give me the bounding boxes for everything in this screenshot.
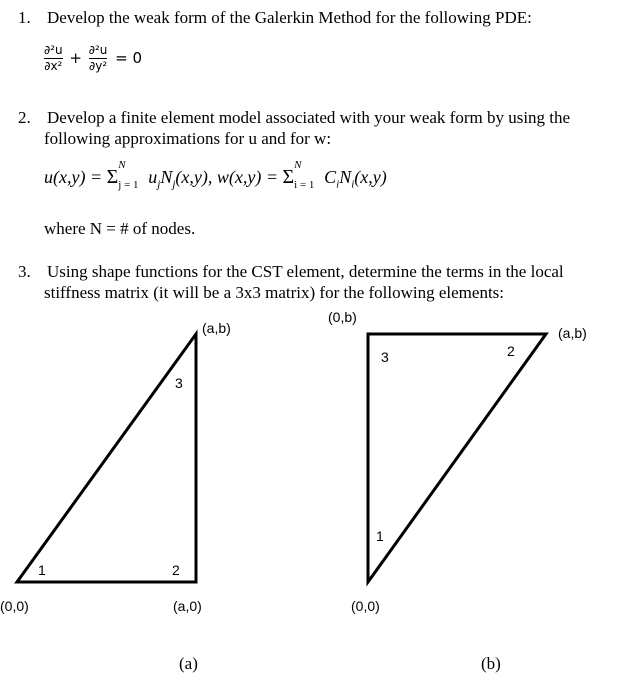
triangle-a — [17, 334, 196, 582]
corner-label-b-top-left: (0,b) — [328, 309, 357, 325]
node-label-a-1: 1 — [38, 562, 46, 578]
second-derivative-y: $\frac{\text{∂²u}}{\text{∂y²}}$ — [88, 43, 108, 73]
question-text: Develop the weak form of the Galerkin Method for the following PDE: — [47, 8, 532, 27]
question-text: Develop a finite element model associated with your weak form by using the — [47, 108, 571, 127]
w-sum-symbol: Σ — [282, 166, 295, 188]
w-sum-limits: N i = 1 — [294, 159, 315, 191]
node-label-b-3: 3 — [381, 349, 389, 365]
u-lhs: u(x,y) = — [44, 167, 107, 187]
question-3-line-2: stiffness matrix (it will be a 3x3 matrix) for the following elements: — [44, 283, 505, 302]
node-label-a-2: 2 — [172, 562, 180, 578]
second-derivative-x: $\frac{\text{∂²u}}{\text{∂x²}}$ — [44, 43, 63, 73]
equals-zero: = 0 — [115, 49, 143, 67]
approximation-equation: u(x,y) = Σ N j = 1 $u_jN_j(x,y)$, w(x,y) = Σ N i = 1 $C_iN_i(x,y)$ — [44, 159, 387, 191]
question-text: Using shape functions for the CST element, determine the terms in the local — [47, 262, 564, 281]
corner-label-b-origin: (0,0) — [351, 598, 380, 614]
corner-label-a-right: (a,0) — [173, 598, 202, 614]
triangle-b — [368, 334, 546, 582]
u-sum-symbol: Σ — [106, 166, 119, 188]
w-lhs: w(x,y) = — [216, 167, 283, 187]
plus-sign: + — [69, 49, 82, 67]
question-number: 2. — [18, 108, 31, 127]
figure-caption-b: (b) — [481, 654, 501, 673]
u-sum-limits: N j = 1 — [118, 159, 139, 191]
question-number: 3. — [18, 262, 31, 281]
corner-label-a-origin: (0,0) — [0, 598, 29, 614]
where-note: where N = # of nodes. — [44, 219, 196, 238]
question-number: 1. — [18, 8, 31, 27]
corner-label-b-top-right: (a,b) — [558, 325, 587, 341]
corner-label-a-top: (a,b) — [202, 320, 231, 336]
node-label-b-1: 1 — [376, 528, 384, 544]
node-label-a-3: 3 — [175, 375, 183, 391]
figure-caption-a: (a) — [179, 654, 198, 673]
node-label-b-2: 2 — [507, 343, 515, 359]
question-2-line-2: following approximations for u and for w: — [44, 129, 332, 148]
